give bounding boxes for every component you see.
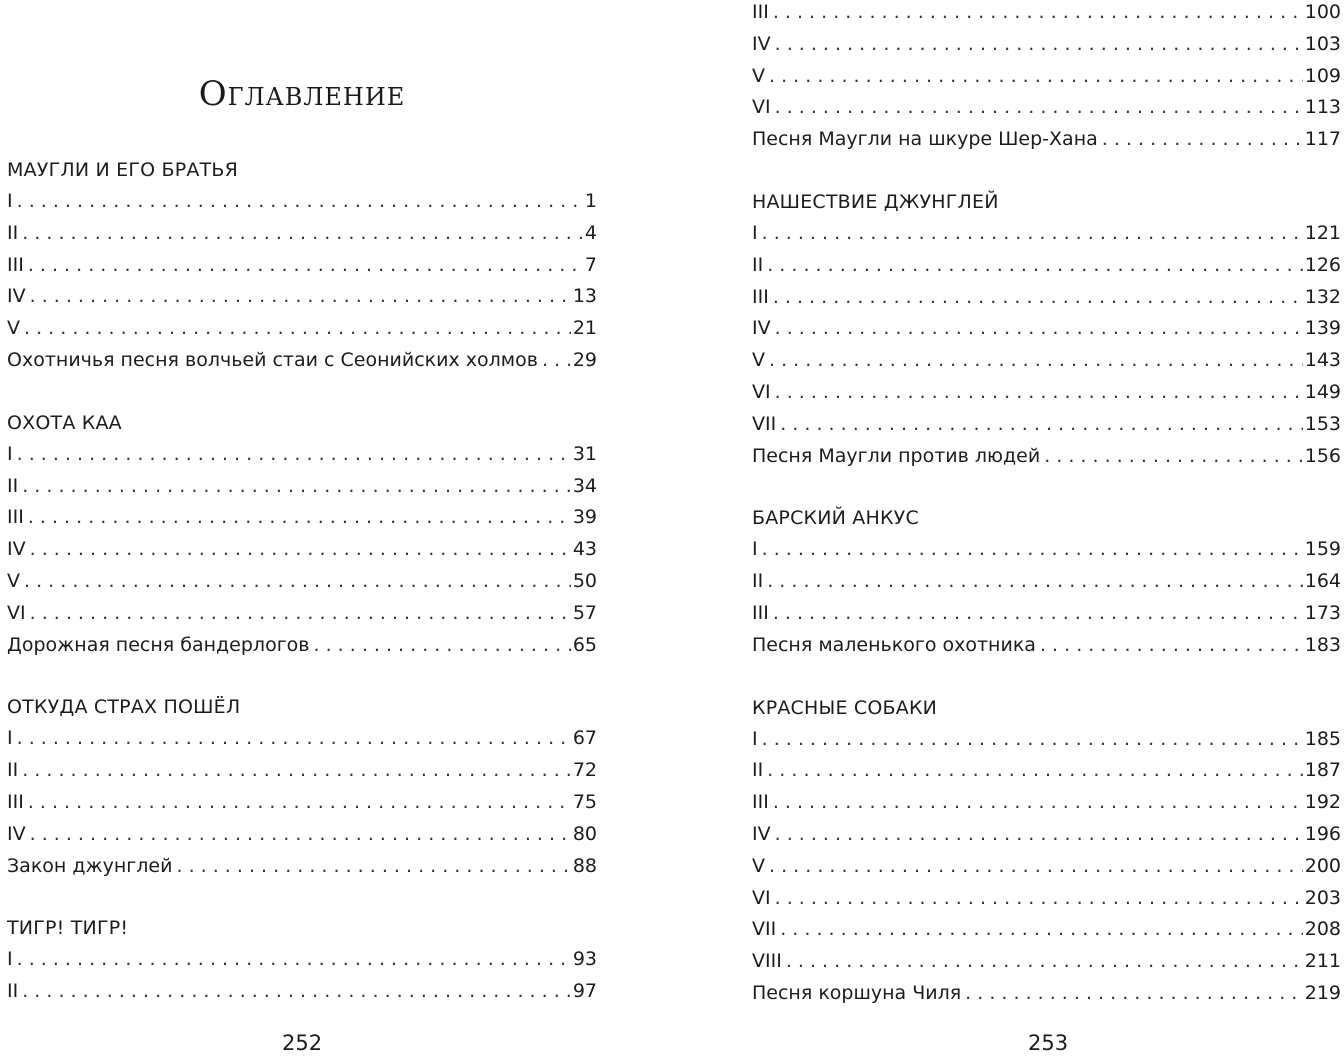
dot-leader	[28, 502, 571, 534]
entry-label: IV	[7, 538, 26, 561]
toc-left-body	[7, 154, 597, 1038]
dot-leader	[965, 978, 1303, 1010]
dot-leader	[769, 851, 1303, 883]
entry-page: 75	[572, 790, 597, 813]
dot-leader	[775, 313, 1303, 345]
dot-leader	[17, 723, 571, 755]
toc-entry[interactable]	[752, 409, 1341, 441]
dot-leader	[769, 345, 1303, 377]
entry-label: Дорожная песня бандерлогов	[7, 633, 310, 656]
dot-leader	[17, 944, 571, 976]
toc-entry[interactable]	[7, 787, 597, 819]
entry-label: VI	[752, 886, 771, 909]
entry-page: 113	[1304, 96, 1341, 119]
toc-entry[interactable]	[7, 502, 597, 534]
entry-label: I	[7, 727, 13, 750]
toc-entry[interactable]	[752, 345, 1341, 377]
toc-entry[interactable]	[752, 755, 1341, 787]
toc-right-body	[752, 0, 1341, 1040]
entry-page: 200	[1304, 854, 1341, 877]
dot-leader	[17, 439, 571, 471]
toc-section	[752, 186, 1341, 472]
toc-entry[interactable]	[7, 218, 597, 250]
entry-page: 208	[1304, 918, 1341, 941]
entry-page: 39	[572, 506, 597, 529]
toc-entry[interactable]	[7, 851, 597, 883]
entry-label: VI	[752, 380, 771, 403]
entry-label: V	[752, 64, 765, 87]
entry-label: VII	[752, 412, 777, 435]
dot-leader	[775, 29, 1303, 61]
entry-label: III	[752, 791, 769, 814]
entry-page: 139	[1304, 317, 1341, 340]
entry-page: 88	[572, 854, 597, 877]
entry-label: I	[7, 190, 13, 212]
dot-leader	[1102, 124, 1303, 156]
toc-entry[interactable]	[752, 441, 1341, 473]
entry-page: 173	[1304, 601, 1341, 624]
entry-page: 80	[572, 822, 597, 845]
dot-leader	[769, 61, 1303, 93]
toc-section	[7, 154, 597, 377]
entry-page: 149	[1304, 380, 1341, 403]
entry-page: 43	[572, 538, 597, 561]
entry-page: 153	[1304, 412, 1341, 435]
dot-leader	[773, 0, 1303, 29]
toc-entry[interactable]	[7, 630, 597, 662]
entry-label: I	[7, 442, 13, 465]
entry-page: 109	[1304, 64, 1341, 87]
entry-label: VIII	[752, 950, 782, 973]
dot-leader	[176, 851, 570, 883]
dot-leader	[28, 250, 583, 282]
toc-entry[interactable]	[752, 282, 1341, 314]
entry-label: Песня коршуна Чиля	[752, 981, 962, 1004]
entry-page: 103	[1304, 32, 1341, 55]
entry-page: 132	[1304, 285, 1341, 308]
entry-page: 203	[1304, 886, 1341, 909]
entry-page: 13	[572, 285, 597, 308]
entry-page: 121	[1304, 221, 1341, 244]
dot-leader	[28, 787, 571, 819]
entry-label: I	[7, 948, 13, 971]
entry-page: 164	[1304, 570, 1341, 593]
toc-entry[interactable]	[7, 566, 597, 598]
entry-label: III	[7, 790, 24, 813]
dot-leader	[762, 724, 1303, 756]
entry-page: 126	[1304, 253, 1341, 276]
entry-page: 7	[584, 253, 597, 276]
entry-page: 93	[572, 948, 597, 971]
entry-page: 196	[1304, 822, 1341, 845]
entry-page: 156	[1304, 444, 1341, 467]
dot-leader	[30, 534, 571, 566]
toc-entry[interactable]	[752, 630, 1341, 662]
toc-entry[interactable]	[752, 598, 1341, 630]
entry-page: 72	[572, 759, 597, 782]
entry-page: 219	[1304, 981, 1341, 1004]
dot-leader	[24, 566, 571, 598]
toc-entry[interactable]	[752, 124, 1341, 156]
section-heading: ТИГР! ТИГР!	[7, 917, 129, 940]
toc-entry[interactable]	[752, 377, 1341, 409]
entry-label: III	[752, 601, 769, 624]
right-page	[672, 0, 1344, 1059]
entry-page: 4	[584, 221, 597, 244]
toc-entry[interactable]	[752, 883, 1341, 915]
page-number: 253	[1028, 1031, 1069, 1055]
toc-title: Оглавление	[198, 74, 406, 114]
dot-leader	[773, 787, 1303, 819]
entry-label: III	[752, 285, 769, 308]
entry-label: II	[7, 980, 19, 1003]
toc-entry[interactable]	[752, 61, 1341, 93]
toc-entry[interactable]	[7, 944, 597, 976]
entry-page: 183	[1304, 633, 1341, 656]
section-heading: МАУГЛИ И ЕГО БРАТЬЯ	[7, 159, 239, 181]
entry-label: III	[7, 506, 24, 529]
toc-entry[interactable]	[7, 281, 597, 313]
entry-page: 57	[572, 601, 597, 624]
toc-entry[interactable]	[752, 92, 1341, 124]
entry-label: II	[7, 759, 19, 782]
entry-label: IV	[7, 822, 26, 845]
toc-entry[interactable]	[7, 439, 597, 471]
entry-label: V	[7, 569, 20, 592]
entry-label: IV	[752, 317, 771, 340]
toc-entry[interactable]	[7, 250, 597, 282]
entry-page: 100	[1304, 1, 1341, 23]
entry-page: 29	[572, 348, 597, 371]
toc-entry[interactable]	[752, 787, 1341, 819]
page-number: 252	[282, 1031, 323, 1055]
toc-entry[interactable]	[752, 566, 1341, 598]
toc-section	[752, 502, 1341, 661]
toc-entry[interactable]	[752, 250, 1341, 282]
entry-label: II	[752, 759, 764, 782]
toc-entry[interactable]	[7, 345, 597, 377]
entry-label: V	[7, 317, 20, 340]
toc-entry[interactable]	[752, 851, 1341, 883]
entry-label: II	[752, 253, 764, 276]
dot-leader	[542, 345, 571, 377]
entry-label: II	[752, 570, 764, 593]
section-heading: БАРСКИЙ АНКУС	[752, 507, 919, 530]
entry-label: IV	[752, 822, 771, 845]
entry-label: I	[752, 727, 758, 750]
dot-leader	[767, 566, 1303, 598]
toc-entry[interactable]	[7, 723, 597, 755]
toc-entry[interactable]	[752, 0, 1341, 29]
entry-label: VII	[752, 918, 777, 941]
toc-entry[interactable]	[7, 534, 597, 566]
entry-page: 31	[572, 442, 597, 465]
toc-entry[interactable]	[752, 313, 1341, 345]
dot-leader	[1040, 630, 1303, 662]
dot-leader	[762, 534, 1303, 566]
dot-leader	[780, 914, 1303, 946]
section-heading: КРАСНЫЕ СОБАКИ	[752, 696, 938, 719]
toc-entry[interactable]	[752, 534, 1341, 566]
toc-entry[interactable]	[7, 976, 597, 1008]
dot-leader	[762, 218, 1303, 250]
entry-label: Закон джунглей	[7, 854, 173, 877]
entry-label: V	[752, 854, 765, 877]
toc-entry[interactable]	[752, 29, 1341, 61]
entry-label: III	[7, 253, 24, 276]
toc-entry[interactable]	[752, 218, 1341, 250]
dot-leader	[30, 819, 571, 851]
dot-leader	[775, 377, 1303, 409]
dot-leader	[786, 946, 1303, 978]
toc-entry[interactable]	[752, 724, 1341, 756]
dot-leader	[773, 282, 1303, 314]
toc-entry[interactable]	[7, 755, 597, 787]
entry-page: 50	[572, 569, 597, 592]
toc-section-continued	[752, 0, 1341, 156]
toc-entry[interactable]	[7, 471, 597, 503]
section-heading: НАШЕСТВИЕ ДЖУНГЛЕЙ	[752, 190, 999, 213]
dot-leader	[22, 755, 571, 787]
dot-leader	[775, 92, 1303, 124]
entry-page: 143	[1304, 349, 1341, 372]
dot-leader	[22, 218, 583, 250]
dot-leader	[775, 819, 1303, 851]
entry-page: 67	[572, 727, 597, 750]
toc-section	[7, 691, 597, 882]
section-heading: ОХОТА КАА	[7, 411, 122, 434]
toc-entry[interactable]	[7, 186, 597, 218]
entry-page: 65	[572, 633, 597, 656]
toc-entry[interactable]	[752, 914, 1341, 946]
entry-label: VI	[7, 601, 26, 624]
entry-page: 185	[1304, 727, 1341, 750]
entry-label: I	[752, 221, 758, 244]
entry-page: 21	[572, 317, 597, 340]
dot-leader	[767, 250, 1303, 282]
entry-page: 34	[572, 474, 597, 497]
toc-section	[752, 692, 1341, 1010]
dot-leader	[22, 976, 571, 1008]
toc-section	[7, 407, 597, 662]
entry-label: Охотничья песня волчьей стаи с Сеонийских холмов	[7, 348, 538, 371]
section-heading: ОТКУДА СТРАХ ПОШЁЛ	[7, 696, 241, 719]
entry-label: IV	[752, 32, 771, 55]
toc-entry[interactable]	[752, 978, 1341, 1010]
entry-page: 211	[1304, 950, 1341, 973]
toc-entry[interactable]	[752, 819, 1341, 851]
dot-leader	[30, 281, 571, 313]
toc-entry[interactable]	[7, 598, 597, 630]
entry-label: II	[7, 474, 19, 497]
entry-page: 97	[572, 980, 597, 1003]
dot-leader	[775, 883, 1303, 915]
dot-leader	[767, 755, 1303, 787]
dot-leader	[22, 471, 571, 503]
dot-leader	[773, 598, 1303, 630]
toc-entry[interactable]	[7, 313, 597, 345]
toc-section	[7, 912, 597, 1008]
entry-label: Песня Маугли на шкуре Шер-Хана	[752, 128, 1098, 151]
entry-label: Песня Маугли против людей	[752, 444, 1041, 467]
toc-entry[interactable]	[7, 819, 597, 851]
dot-leader	[780, 409, 1303, 441]
entry-page: 187	[1304, 759, 1341, 782]
entry-page: 159	[1304, 538, 1341, 561]
dot-leader	[1044, 441, 1303, 473]
dot-leader	[314, 630, 571, 662]
entry-page: 117	[1304, 128, 1341, 151]
entry-label: Песня маленького охотника	[752, 633, 1036, 656]
dot-leader	[30, 598, 571, 630]
entry-label: VI	[752, 96, 771, 119]
toc-entry[interactable]	[752, 946, 1341, 978]
entry-label: V	[752, 349, 765, 372]
dot-leader	[24, 313, 571, 345]
entry-page: 1	[584, 190, 597, 212]
entry-label: IV	[7, 285, 26, 308]
entry-page: 192	[1304, 791, 1341, 814]
entry-label: III	[752, 1, 769, 23]
entry-label: I	[752, 538, 758, 561]
entry-label: II	[7, 221, 19, 244]
dot-leader	[17, 186, 583, 218]
